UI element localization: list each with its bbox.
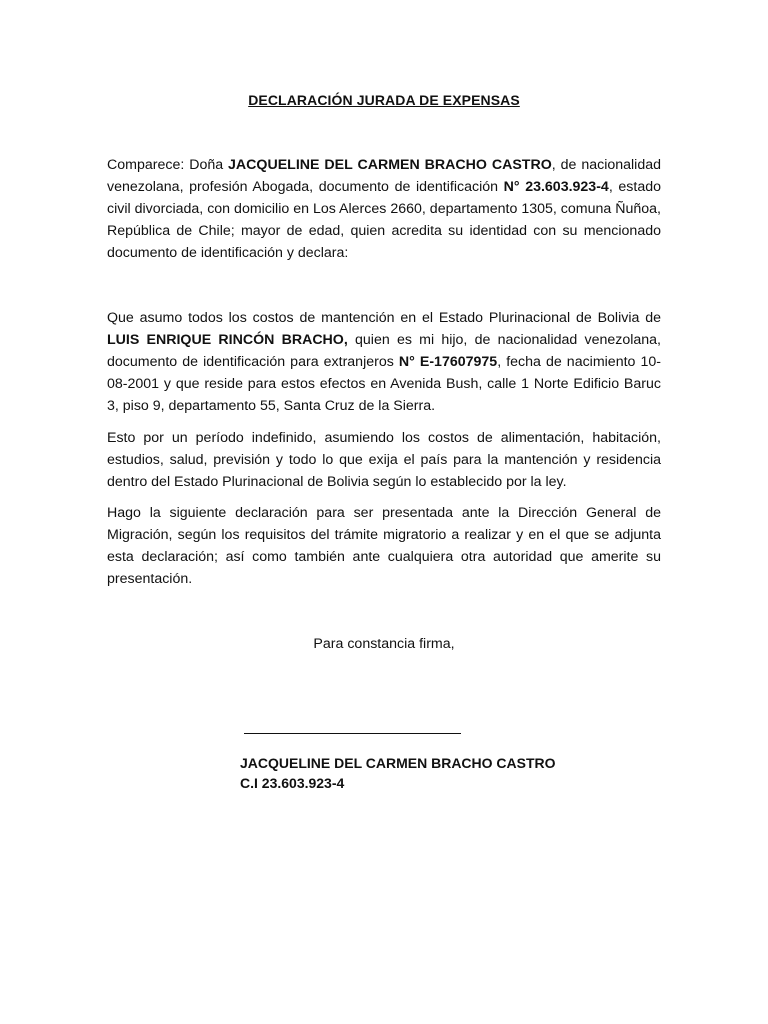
- document-title: DECLARACIÓN JURADA DE EXPENSAS: [248, 92, 520, 108]
- paragraph-text: , estado civil divorciada, con domicilio en Los Alerces 2660, departamento 1305, comuna Ñuñoa, República de Chile; mayor de edad, quien acredita su identidad con su mencionado documento de identificación y declara:: [107, 179, 662, 261]
- paragraph-text: , fecha de nacimiento 10-08-2001 y que reside para estos efectos en Avenida Bush, calle 1 Norte Edificio Baruc 3, piso 9, departamento 55, Santa Cruz de la Sierra.: [107, 354, 661, 414]
- paragraph-text: quien es mi hijo, de nacionalidad venezolana, documento de identificación para extranjeros: [107, 332, 661, 370]
- appearance-paragraph: [107, 154, 661, 264]
- maintenance-paragraph: [107, 307, 661, 417]
- closing-text: Para constancia firma,: [313, 636, 455, 652]
- signature-line: [244, 733, 461, 734]
- period-paragraph: Esto por un período indefinido, asumiendo los costos de alimentación, habitación, estudios, salud, previsión y todo lo que exija el país para la mantención y residencia dentro del Estado Plurinacional de Bolivia según lo establecido por la ley.: [107, 430, 661, 490]
- paragraph-text: Que asumo todos los costos de mantención en el Estado Plurinacional de Bolivia de: [107, 310, 661, 326]
- signatory-id: C.I 23.603.923-4: [240, 775, 345, 791]
- beneficiary-name: LUIS ENRIQUE RINCÓN BRACHO,: [107, 332, 348, 348]
- paragraph-text: Comparece: Doña: [107, 157, 229, 173]
- beneficiary-id-number: N° E-17607975: [398, 354, 498, 370]
- declarant-name: JACQUELINE DEL CARMEN BRACHO CASTRO: [228, 157, 552, 173]
- signatory-name: JACQUELINE DEL CARMEN BRACHO CASTRO: [240, 755, 556, 771]
- purpose-paragraph: Hago la siguiente declaración para ser presentada ante la Dirección General de Migración, según los requisitos del trámite migratorio a realizar y en el que se adjunta esta declaración; así como también ante cualquiera otra autoridad que amerite su presentación.: [107, 505, 661, 587]
- paragraph-text: , de nacionalidad venezolana, profesión Abogada, documento de identificación: [107, 157, 661, 195]
- declarant-id-number: N° 23.603.923-4: [503, 179, 609, 195]
